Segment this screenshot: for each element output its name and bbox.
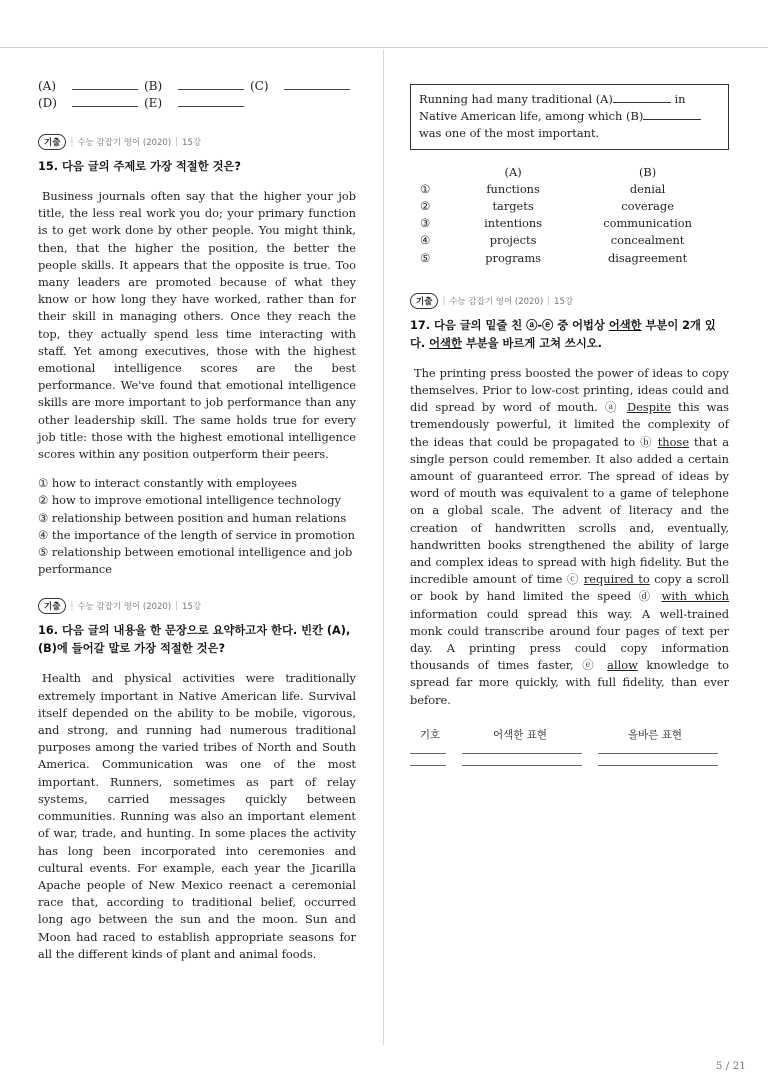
summary-text: in Native American life, among which (B) <box>419 92 686 124</box>
option-5[interactable]: ⑤ relationship between emotional intelligence and job performance <box>38 545 353 577</box>
meta-separator: | <box>175 601 179 612</box>
underlined-b: those <box>657 434 690 449</box>
answer-line-row[interactable] <box>410 752 729 754</box>
source-text: 수능 감잡기 영어 (2020) <box>77 602 172 613</box>
choice-number: ⑤ <box>420 250 431 265</box>
meta-separator: | <box>175 137 179 147</box>
answer-options <box>38 475 356 578</box>
choice-row[interactable] <box>410 250 729 267</box>
marker-c: ⓒ <box>566 572 580 587</box>
title-text: 17. 다음 글의 밑줄 친 ⓐ-ⓔ 중 어법상 <box>410 318 609 332</box>
choice-number: ③ <box>420 216 431 231</box>
meta-separator: | <box>442 295 446 306</box>
title-underlined: 어색한 <box>429 336 462 350</box>
source-text: 수능 감잡기 영어 (2020) <box>77 138 172 148</box>
choice-a: targets <box>492 199 534 214</box>
question-title: 15. 다음 글의 주제로 가장 적절한 것은? <box>38 160 241 173</box>
summary-text: was one of the most important. <box>419 126 600 141</box>
lesson-text: 15강 <box>554 296 574 307</box>
answer-line-wrong[interactable] <box>462 764 582 766</box>
option-4[interactable]: ④ the importance of the length of service in promotion <box>38 527 355 542</box>
choice-a: projects <box>489 233 537 248</box>
passage-text: knowledge to spread far more quickly, with full fidelity, than ever before. <box>410 658 729 707</box>
blank-line-e <box>178 95 244 107</box>
summary-blank-a <box>613 91 671 103</box>
answer-line-correct[interactable] <box>598 752 718 754</box>
marker-d: ⓓ <box>638 589 655 604</box>
title-underlined: 어색한 <box>608 318 642 332</box>
question-passage: Health and physical activities were traditionally extremely important in Native American life. Survival itself depended on the ability to be mobile, vigorous, and strong, and running had numerous traditional purposes among the varied tribes of North and South America. Communication was one of the most important. Runners, sometimes as part of relay systems, carried messages quickly between communities. Running was also an important element of war, trade, and hunting. In some places the activity has long been incorporated into ceremonies and cultural events. For example, each year the Jicarilla Apache people of New Mexico reenact a ceremonial race that, according to traditional belief, occurred long ago between the sun and the moon. Sun and Moon had raced to establish appropriate seasons for all the different kinds of plant and animal foods. <box>38 671 356 961</box>
underlined-d: with which <box>661 589 729 604</box>
choice-a: functions <box>486 181 540 196</box>
passage-text: copy a scroll or book by hand limited the speed <box>410 572 729 604</box>
choice-row[interactable] <box>410 181 729 198</box>
summary-blank-b <box>643 108 701 120</box>
left-column <box>38 78 356 963</box>
choice-table-header <box>410 164 729 181</box>
question-17 <box>410 293 729 766</box>
source-text: 수능 감잡기 영어 (2020) <box>449 296 544 307</box>
underlined-e: allow <box>607 658 638 673</box>
answer-line-wrong[interactable] <box>462 752 582 754</box>
blank-label-b: (B) <box>144 79 163 93</box>
question-meta <box>410 293 729 309</box>
title-text: 부분을 바르게 고쳐 쓰시오. <box>461 336 602 350</box>
source-badge: 기출 <box>38 134 66 150</box>
choice-number: ④ <box>420 233 431 248</box>
meta-separator: | <box>70 137 74 147</box>
option-1[interactable]: ① how to interact constantly with employees <box>38 476 297 491</box>
passage-text: that a single person could remember. It also added a certain amount of guaranteed error. The spread of ideas by word of mouth was equivalent to a game of telephone on a global scale. The advent of literacy and the creation of handwritten scrolls and, eventually, handwritten books strengthened the ability of large and complex ideas to spread with high fidelity. But the incredible amount of time <box>410 434 729 587</box>
choice-table <box>410 164 729 267</box>
choice-a: intentions <box>484 216 543 231</box>
question-title <box>410 317 729 353</box>
answer-line-row[interactable] <box>410 764 729 766</box>
answer-blanks <box>38 78 356 112</box>
blank-line-a <box>72 78 138 90</box>
choice-b: denial <box>629 181 666 196</box>
passage-text: this was tremendously powerful, it limited the complexity of the ideas that could be propagated to <box>410 400 729 449</box>
title-text: 부분이 2개 있다. <box>410 318 716 350</box>
choice-row[interactable] <box>410 232 729 249</box>
underlined-a: Despite <box>627 400 671 415</box>
blank-label-e: (E) <box>144 96 163 110</box>
answer-line-correct[interactable] <box>598 764 718 766</box>
choice-number: ② <box>420 199 431 214</box>
question-15 <box>38 134 356 578</box>
choice-a: programs <box>485 250 541 265</box>
answer-line-symbol[interactable] <box>410 752 446 754</box>
lesson-text: 15강 <box>182 602 202 613</box>
underlined-c: required to <box>583 572 650 587</box>
option-2[interactable]: ② how to improve emotional intelligence technology <box>38 493 341 508</box>
choice-b: disagreement <box>607 250 688 265</box>
header-correct: 올바른 표현 <box>627 728 683 741</box>
choice-b: concealment <box>610 233 685 248</box>
lesson-text: 15강 <box>182 138 202 148</box>
correction-table <box>410 727 729 766</box>
question-passage <box>410 365 729 709</box>
source-badge: 기출 <box>410 293 438 309</box>
choice-b: communication <box>603 216 692 231</box>
blank-label-a: (A) <box>38 79 57 93</box>
choice-row[interactable] <box>410 198 729 215</box>
meta-separator: | <box>547 295 551 306</box>
answer-line-symbol[interactable] <box>410 764 446 766</box>
question-passage: Business journals often say that the higher your job title, the less real work you do; your primary function is to get work done by other people. You might think, then, that the higher the position, the better the people skills. It appears that the opposite is true. Too many leaders are promoted because of what they know or how long they have worked, rather than for their skill in managing others. Once they reach the top, they actually spend less time interacting with staff. Yet among executives, those with the highest emotional intelligence scores are the best performance. We've found that emotional intelligence skills are more important to job performance than any other leadership skill. The same holds true for every job title: those with the highest emotional intelligence scores within any position outperform their peers. <box>38 189 356 462</box>
header-rule <box>0 47 768 48</box>
column-divider <box>383 50 384 1045</box>
choice-row[interactable] <box>410 215 729 232</box>
meta-separator: | <box>70 601 74 612</box>
marker-a: ⓐ <box>604 400 620 415</box>
blank-line-d <box>72 95 138 107</box>
passage-text: The printing press boosted the power of ideas to copy themselves. Prior to low-cost printing, ideas could and did spread by word of mouth. <box>410 365 729 415</box>
header-symbol: 기호 <box>419 728 441 741</box>
blank-line-b <box>178 78 244 90</box>
question-16 <box>38 598 356 962</box>
column-header-a: (A) <box>504 164 522 179</box>
column-header-b: (B) <box>638 164 657 179</box>
right-column <box>410 80 729 766</box>
question-title: 16. 다음 글의 내용을 한 문장으로 요약하고자 한다. 빈칸 (A), (B)에 들어갈 말로 가장 적절한 것은? <box>38 624 351 656</box>
source-badge: 기출 <box>38 598 66 614</box>
question-meta <box>38 598 356 614</box>
marker-e: ⓔ <box>582 658 599 673</box>
choice-b: coverage <box>621 199 674 214</box>
header-wrong: 어색한 표현 <box>492 728 548 741</box>
blank-label-c: (C) <box>250 79 269 93</box>
correction-header <box>410 727 729 742</box>
summary-text: Running had many traditional (A) <box>419 92 613 106</box>
option-3[interactable]: ③ relationship between position and human relations <box>38 510 347 525</box>
marker-b: ⓑ <box>640 434 653 449</box>
blank-label-d: (D) <box>38 96 57 110</box>
summary-box <box>410 84 729 150</box>
blank-line-c <box>284 78 350 90</box>
question-meta <box>38 134 356 150</box>
passage-text: information could spread this way. A well-trained monk could transcribe around four pages of text per day. A printing press could copy information thousands of times faster, <box>410 606 729 673</box>
choice-number: ① <box>420 181 431 196</box>
page-number: 5 / 21 <box>715 1060 746 1072</box>
